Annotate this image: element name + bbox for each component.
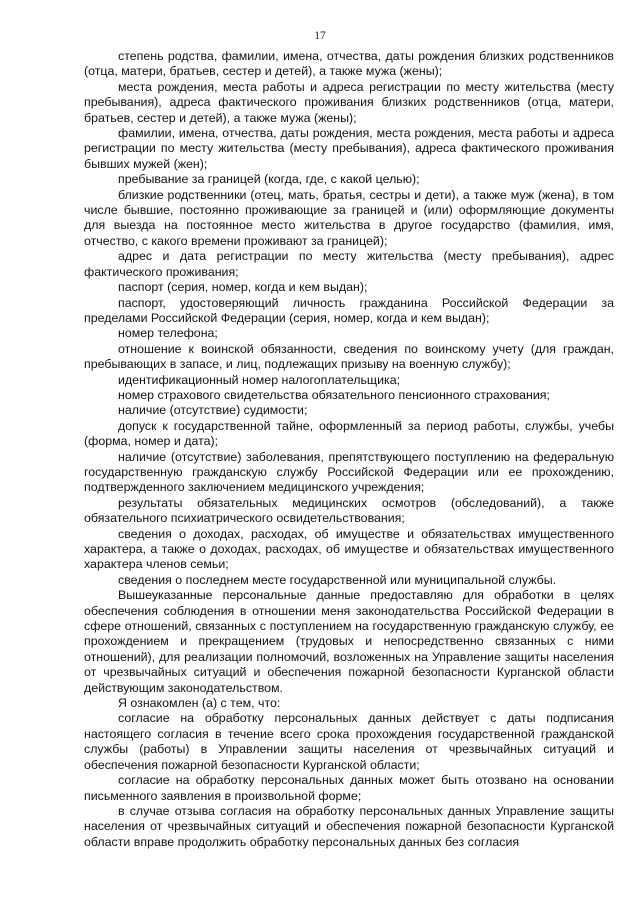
paragraph: номер страхового свидетельства обязательного пенсионного страхования; [118, 387, 550, 402]
paragraph: Я ознакомлен (а) с тем, что: [118, 696, 281, 711]
paragraph: согласие на обработку персональных данных действует с даты подписания настоящего согласия в течение всего срока прохождения государственной гражданской службы (работы) в Управлении защиты населения от чрезвычайных ситуаций и обеспечения пожарной безопасности Курганской области; [84, 711, 614, 772]
paragraph: близкие родственники (отец, мать, братья, сестры и дети), а также муж (жена), в том числе бывшие, постоянно проживающие за границей и (или) оформляющие документы для выезда на постоянное место жительства в другое государство (фамилия, имя, отчество, с какого времени проживают за границей); [84, 187, 614, 248]
paragraph: фамилии, имена, отчества, даты рождения, места рождения, места работы и адреса регистрации по месту жительства (месту пребывания), адреса фактического проживания бывших мужей (жен); [84, 126, 614, 171]
page-number: 17 [314, 30, 326, 42]
paragraph: наличие (отсутствие) судимости; [118, 403, 308, 418]
paragraph: пребывание за границей (когда, где, с какой целью); [118, 172, 420, 187]
paragraph: сведения о доходах, расходах, об имуществе и обязательствах имущественного характера, а также о доходах, расходах, об имуществе и обязательствах имущественного характера членов семьи; [84, 526, 614, 572]
paragraph: Вышеуказанные персональные данные предоставляю для обработки в целях обеспечения соблюдения в отношении меня законодательства Российской Федерации в сфере отношений, связанных с поступлением на государственную гражданскую службу, ее прохождением и прекращением (трудовых и непосредственно связанных с ними отношений), для реализации полномочий, возложенных на Управление защиты населения от чрезвычайных ситуаций и обеспечения пожарной безопасности Курганской области действующим законодательством. [84, 588, 614, 695]
paragraph: наличие (отсутствие) заболевания, препятствующего поступлению на федеральную государственную гражданскую службу Российской Федерации или ее прохождению, подтвержденного заключением медицинского учреждения; [84, 449, 614, 495]
paragraph: согласие на обработку персональных данных может быть отозвано на основании письменного заявления в произвольной форме; [84, 773, 614, 803]
paragraph: идентификационный номер налогоплательщика; [118, 372, 401, 387]
paragraph: паспорт (серия, номер, когда и кем выдан); [118, 280, 368, 295]
document-body [84, 49, 614, 850]
paragraph: результаты обязательных медицинских осмотров (обследований), а также обязательного психиатрического освидетельствования; [84, 495, 614, 526]
paragraph: адрес и дата регистрации по месту жительства (месту пребывания), адрес фактического проживания; [84, 249, 614, 279]
paragraph: степень родства, фамилии, имена, отчества, даты рождения близких родственников (отца, матери, братьев, сестер и детей), а также мужа (жены); [84, 49, 614, 79]
paragraph: допуск к государственной тайне, оформленный за период работы, службы, учебы (форма, номер и дата); [84, 418, 614, 449]
paragraph: места рождения, места работы и адреса регистрации по месту жительства (месту пребывания), адреса фактического проживания близких родственников (отца, матери, братьев, сестер и детей), а также мужа (жены); [84, 79, 614, 125]
paragraph: паспорт, удостоверяющий личность гражданина Российской Федерации за пределами Российской Федерации (серия, номер, когда и кем выдан); [84, 295, 614, 325]
paragraph: номер телефона; [118, 326, 218, 341]
paragraph: в случае отзыва согласия на обработку персональных данных Управление защиты населения от чрезвычайных ситуаций и обеспечения пожарной безопасности Курганской области вправе продолжить обработку персональных данных без согласия [84, 803, 614, 849]
paragraph: сведения о последнем месте государственной или муниципальной службы. [118, 572, 557, 587]
paragraph: отношение к воинской обязанности, сведения по воинскому учету (для граждан, пребывающих в запасе, и лиц, подлежащих призыву на военную службу); [84, 341, 614, 372]
